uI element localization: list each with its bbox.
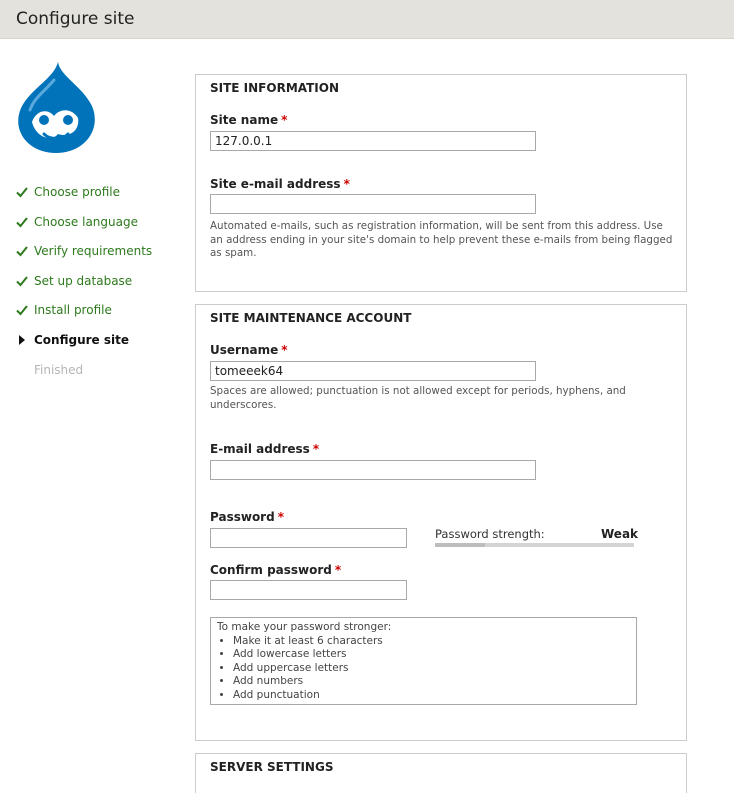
fieldset-legend: SERVER SETTINGS <box>210 760 334 774</box>
check-icon <box>15 210 29 234</box>
fieldset-legend: SITE INFORMATION <box>210 81 340 95</box>
suggestion-item: • Make it at least 6 characters <box>233 635 630 649</box>
step-label: Verify requirements <box>34 244 153 259</box>
site-email-label: Site e-mail address * <box>210 177 350 191</box>
password-suggestions <box>210 617 637 705</box>
step-finished <box>15 358 152 388</box>
password-suggestions-list <box>217 635 630 703</box>
password-suggestions-heading: To make your password stronger: <box>217 621 392 633</box>
username-description: Spaces are allowed; punctuation is not allowed except for periods, hyphens, and underscores. <box>210 385 626 411</box>
server-settings-fieldset <box>195 753 687 793</box>
username-label: Username * <box>210 343 288 357</box>
password-strength-bar <box>435 543 634 547</box>
site-name-label: Site name * <box>210 113 288 127</box>
check-icon <box>15 298 29 322</box>
password-input[interactable] <box>210 528 407 548</box>
step-set-up-database <box>15 269 152 299</box>
email-label: E-mail address * <box>210 442 320 456</box>
step-label: Set up database <box>34 273 133 288</box>
drupal-logo-icon <box>14 60 98 154</box>
step-choose-language <box>15 210 152 240</box>
suggestion-item: • Add punctuation <box>233 689 630 703</box>
site-name-input[interactable] <box>210 131 536 151</box>
check-icon <box>15 239 29 263</box>
step-configure-site <box>15 328 152 358</box>
page-title: Configure site <box>16 9 135 29</box>
confirm-password-label: Confirm password * <box>210 563 342 577</box>
step-install-profile <box>15 298 152 328</box>
username-input[interactable] <box>210 361 536 381</box>
confirm-password-input[interactable] <box>210 580 407 600</box>
step-choose-profile <box>15 180 152 210</box>
suggestion-item: • Add numbers <box>233 675 630 689</box>
install-steps <box>15 180 152 387</box>
required-marker: * <box>281 113 288 127</box>
required-marker: * <box>277 510 284 524</box>
site-email-input[interactable] <box>210 194 536 214</box>
step-label: Choose profile <box>34 185 121 199</box>
step-label: Install profile <box>34 303 112 318</box>
required-marker: * <box>281 343 288 357</box>
password-strength-fill <box>435 543 485 547</box>
password-strength-value: Weak <box>601 527 639 541</box>
fieldset-legend: SITE MAINTENANCE ACCOUNT <box>210 311 412 325</box>
step-label: Choose language <box>34 214 138 229</box>
password-label: Password * <box>210 510 284 524</box>
page-header <box>0 0 734 39</box>
check-icon <box>15 180 29 204</box>
step-label: Finished <box>34 362 84 377</box>
site-information-fieldset <box>195 74 687 292</box>
site-email-description: Automated e-mails, such as registration information, will be sent from this address. Use an address ending in your site's domain to help prevent these e-mails from being flagged as spam. <box>210 220 673 259</box>
step-verify-requirements <box>15 239 152 269</box>
required-marker: * <box>312 442 320 456</box>
password-strength-label: Password strength: <box>435 527 545 541</box>
site-maintenance-account-fieldset <box>195 304 687 741</box>
check-icon <box>15 269 29 293</box>
required-marker: * <box>334 563 342 577</box>
step-label: Configure site <box>34 332 129 347</box>
email-input[interactable] <box>210 460 536 480</box>
triangle-right-icon <box>15 328 29 352</box>
required-marker: * <box>343 177 350 191</box>
suggestion-item: • Add uppercase letters <box>233 662 630 676</box>
suggestion-item: • Add lowercase letters <box>233 648 630 662</box>
